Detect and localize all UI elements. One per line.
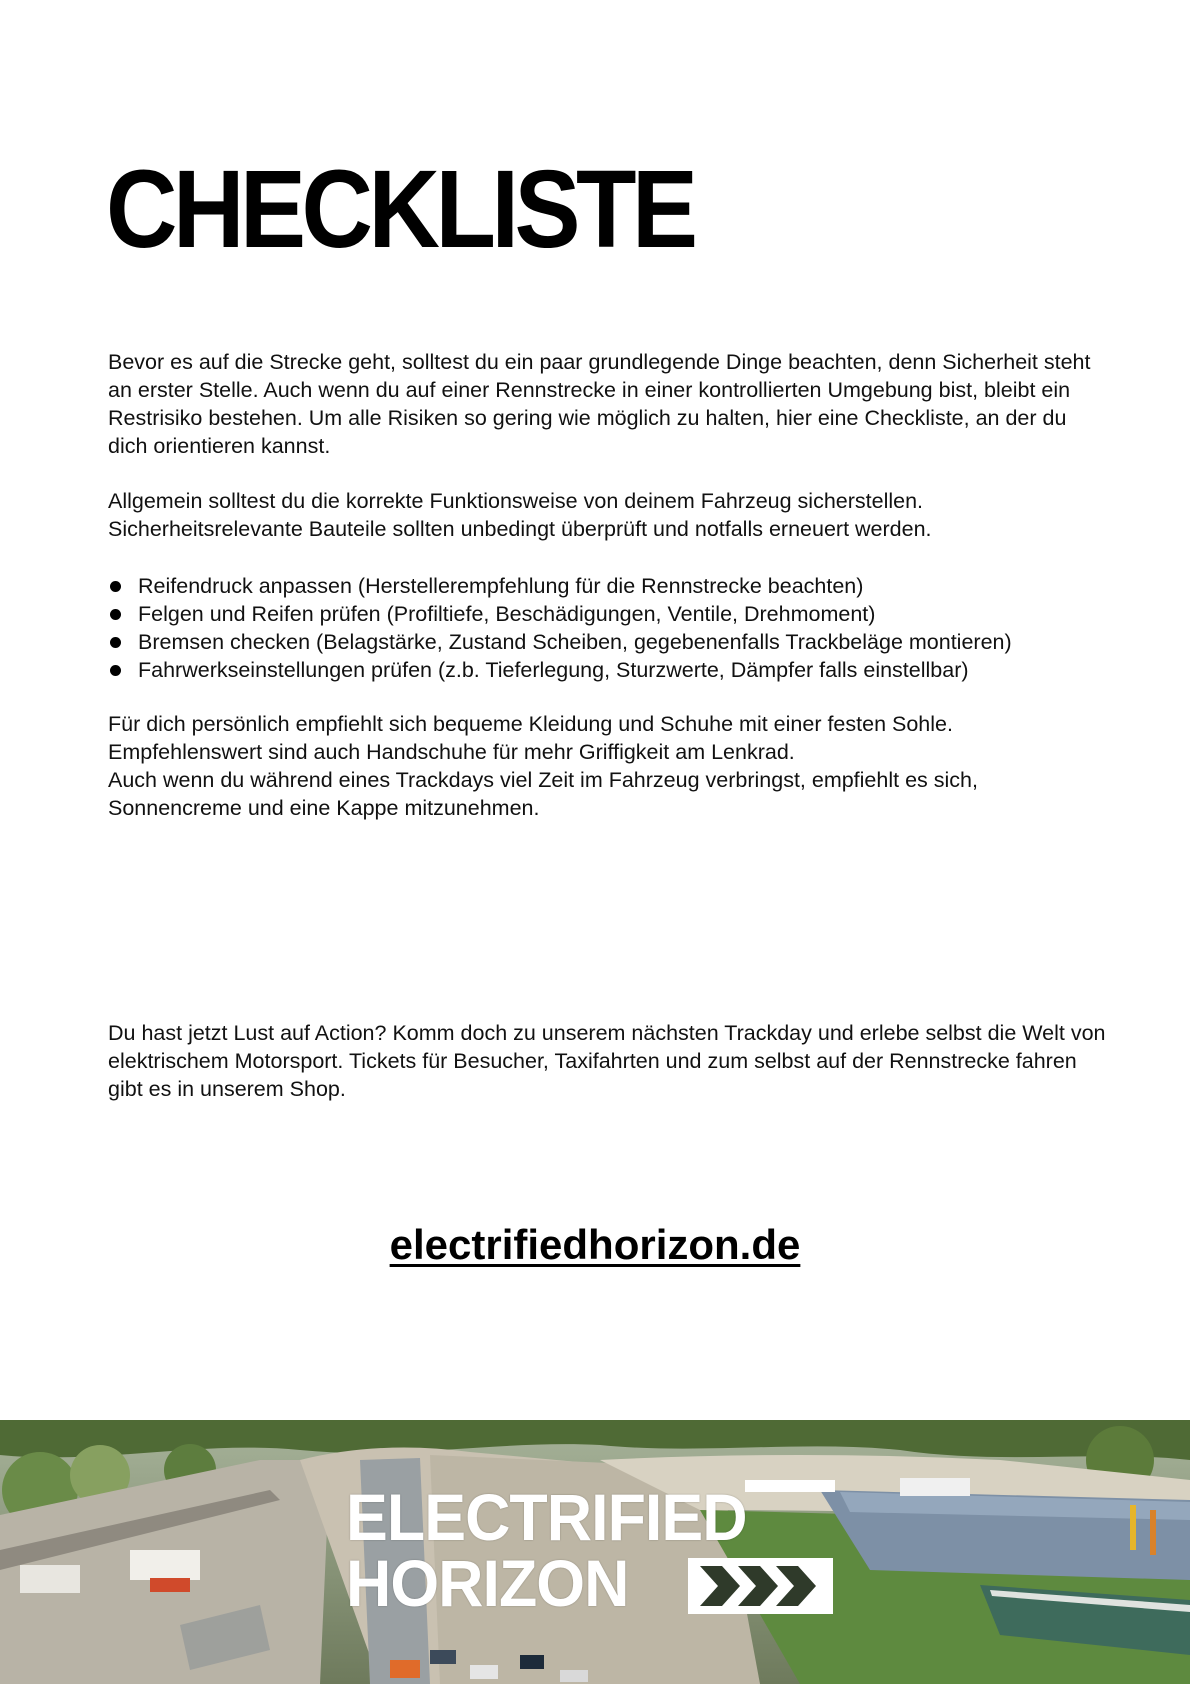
general-line: Allgemein solltest du die korrekte Funktionsweise von deinem Fahrzeug sicherstellen. <box>108 489 924 513</box>
bullet-icon <box>110 609 121 620</box>
checklist-item-text: Felgen und Reifen prüfen (Profiltiefe, Beschädigungen, Ventile, Drehmoment) <box>138 602 876 626</box>
logo-text-line: HORIZON <box>346 1546 629 1620</box>
electrified-horizon-logo <box>346 1480 846 1620</box>
checklist-item <box>108 656 1108 684</box>
call-to-action-paragraph: Du hast jetzt Lust auf Action? Komm doch zu unserem nächsten Trackday und erlebe selbst die Welt von elektrischem Motorsport. Tickets für Besucher, Taxifahrten und zum selbst auf der Rennstrecke fahren gibt es in unserem Shop. <box>108 1021 1106 1101</box>
bullet-icon <box>110 581 121 592</box>
personal-line: Empfehlenswert sind auch Handschuhe für mehr Griffigkeit am Lenkrad. <box>108 740 795 764</box>
logo-text-line: ELECTRIFIED <box>346 1480 747 1554</box>
triple-chevron-right-icon <box>688 1558 833 1614</box>
checklist-item <box>108 600 1108 628</box>
bullet-icon <box>110 637 121 648</box>
personal-line: Für dich persönlich empfiehlt sich bequeme Kleidung und Schuhe mit einer festen Sohle. <box>108 712 953 736</box>
page-title: CHECKLISTE <box>106 148 694 271</box>
checklist <box>108 572 1108 684</box>
checklist-item-text: Reifendruck anpassen (Herstellerempfehlung für die Rennstrecke beachten) <box>138 574 864 598</box>
checklist-item <box>108 628 1108 656</box>
bullet-icon <box>110 665 121 676</box>
general-line: Sicherheitsrelevante Bauteile sollten unbedingt überprüft und notfalls erneuert werden. <box>108 517 932 541</box>
checklist-item-text: Fahrwerkseinstellungen prüfen (z.b. Tieferlegung, Sturzwerte, Dämpfer falls einstellbar) <box>138 658 969 682</box>
personal-line: Auch wenn du während eines Trackdays viel Zeit im Fahrzeug verbringst, empfiehlt es sich, Sonnencreme und eine Kappe mitzunehmen. <box>108 768 978 820</box>
intro-paragraph: Bevor es auf die Strecke geht, solltest du ein paar grundlegende Dinge beachten, denn Sicherheit steht an erster Stelle. Auch wenn du auf einer Rennstrecke in einer kontrollierten Umgebung bist, bleibt ein Restrisiko bestehen. Um alle Risiken so gering wie möglich zu halten, hier eine Checkliste, an der du dich orientieren kannst. <box>108 350 1091 458</box>
checklist-item-text: Bremsen checken (Belagstärke, Zustand Scheiben, gegebenenfalls Trackbeläge montieren) <box>138 630 1012 654</box>
website-link[interactable]: electrifiedhorizon.de <box>389 1221 801 1268</box>
general-paragraph <box>108 487 1093 543</box>
checklist-item <box>108 572 1108 600</box>
personal-paragraph <box>108 710 1093 822</box>
racetrack-photo <box>0 1420 1190 1684</box>
